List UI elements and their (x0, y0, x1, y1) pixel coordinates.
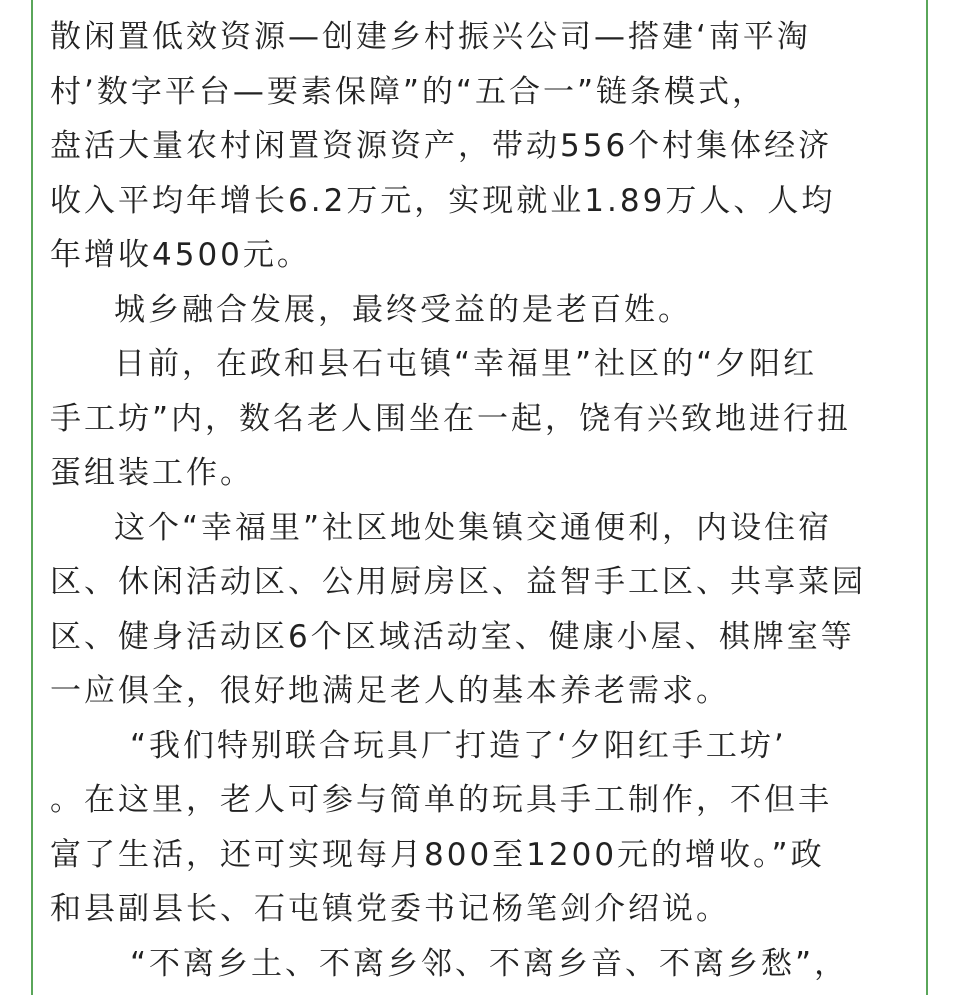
text-line: 散闲置低效资源—创建乡村振兴公司—搭建‘南平淘 (50, 19, 811, 55)
text-line: 。在这里，老人可参与简单的玩具手工制作，不但丰 (50, 782, 832, 818)
text-line: 盘活大量农村闲置资源资产，带动556个村集体经济 (50, 128, 833, 164)
text-line: “我们特别联合玩具厂打造了‘夕阳红手工坊’ (130, 728, 787, 764)
text-line: 手工坊”内，数名老人围坐在一起，饶有兴致地进行扭 (50, 401, 852, 437)
right-border-line (926, 0, 928, 995)
text-line: 区、休闲活动区、公用厨房区、益智手工区、共享菜园 (50, 564, 866, 600)
text-line: 蛋组装工作。 (50, 455, 254, 491)
left-border-line (31, 0, 33, 995)
text-line: 富了生活，还可实现每月800至1200元的增收。”政 (50, 837, 825, 873)
text-line: 村’数字平台—要素保障”的“五合一”链条模式， (50, 74, 767, 110)
text-line: 日前，在政和县石屯镇“幸福里”社区的“夕阳红 (114, 346, 818, 382)
text-line: 收入平均年增长6.2万元，实现就业1.89万人、人均 (50, 183, 836, 219)
text-line: 年增收4500元。 (50, 237, 311, 273)
text-line: 城乡融合发展，最终受益的是老百姓。 (114, 292, 692, 328)
text-line: 区、健身活动区6个区域活动室、健康小屋、棋牌室等 (50, 619, 855, 655)
text-line: 一应俱全，很好地满足老人的基本养老需求。 (50, 673, 730, 709)
text-line: “不离乡土、不离乡邻、不离乡音、不离乡愁”， (130, 946, 849, 982)
text-line: 和县副县长、石屯镇党委书记杨笔剑介绍说。 (50, 891, 730, 927)
text-line: 这个“幸福里”社区地处集镇交通便利，内设住宿 (114, 510, 833, 546)
